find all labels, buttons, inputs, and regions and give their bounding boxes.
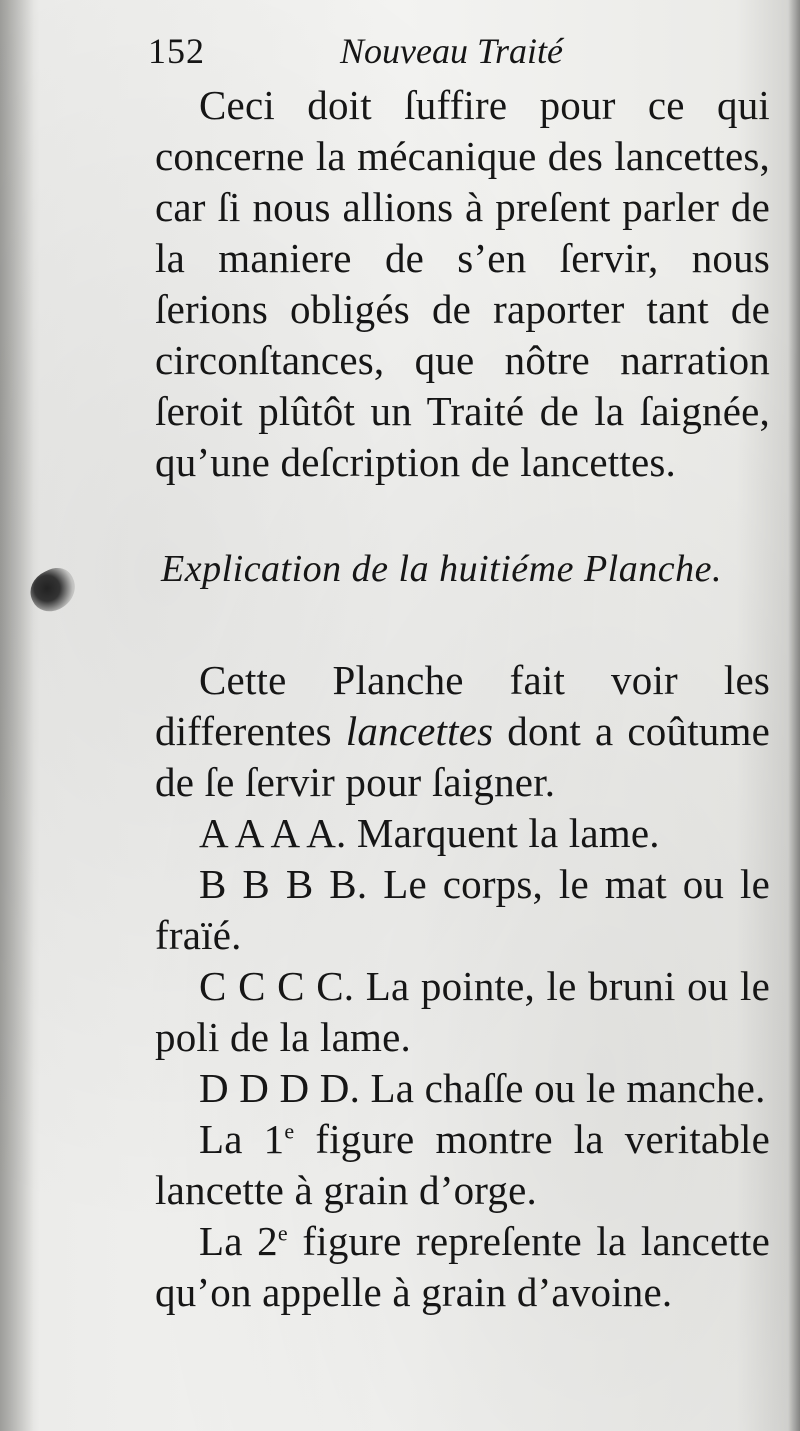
plate-intro-emphasis: lancettes: [345, 708, 494, 754]
figure-2-description: [155, 1216, 770, 1318]
figure-1-lead: La 1: [199, 1116, 285, 1162]
paragraph-plate-intro: [155, 655, 770, 808]
legend-item-d: D D D D. La chaſſe ou le manche.: [199, 1065, 766, 1111]
figure-1-text: figure montre la veritable lancette à grain d’orge.: [155, 1116, 771, 1213]
paragraph-mechanics: Ceci doit ſuffire pour ce qui concerne la mécanique des lancettes, car ſi nous allions à preſent parler de la maniere de s’en ſervir, nous ſerions obligés de raporter tant de circonſtances, que nôtre narration ſeroit plûtôt un Traité de la ſaignée, qu’une deſcription de lancettes.: [155, 82, 770, 485]
running-head: [148, 30, 748, 80]
gutter-shadow: [0, 0, 34, 1431]
page-edge-shadow: [788, 0, 800, 1431]
figure-1-ordinal: e: [284, 1118, 295, 1144]
plate-intro-text-end: dont a coûtume de ſe ſervir pour ſaigner.: [155, 708, 770, 805]
legend-item-a: A A A A. Marquent la lame.: [199, 810, 660, 856]
legend-item-b: B B B B. Le corps, le mat ou le fraïé.: [155, 861, 770, 958]
section-heading: Explication de la huitiéme Planche.: [161, 548, 722, 590]
legend-item-c: C C C C. La pointe, le bruni ou le poli de la lame.: [155, 963, 770, 1060]
plate-intro-text: Cette Planche fait voir les differentes: [155, 657, 770, 754]
page-text: [155, 80, 770, 1318]
figure-2-ordinal: e: [277, 1220, 288, 1246]
figure-2-text: figure repreſente la lancette qu’on appelle à grain d’avoine.: [155, 1218, 770, 1315]
figure-1-description: [155, 1114, 770, 1216]
running-title: Nouveau Traité: [340, 31, 563, 71]
figure-2-lead: La 2: [199, 1218, 278, 1264]
page-number: 152: [148, 31, 205, 71]
